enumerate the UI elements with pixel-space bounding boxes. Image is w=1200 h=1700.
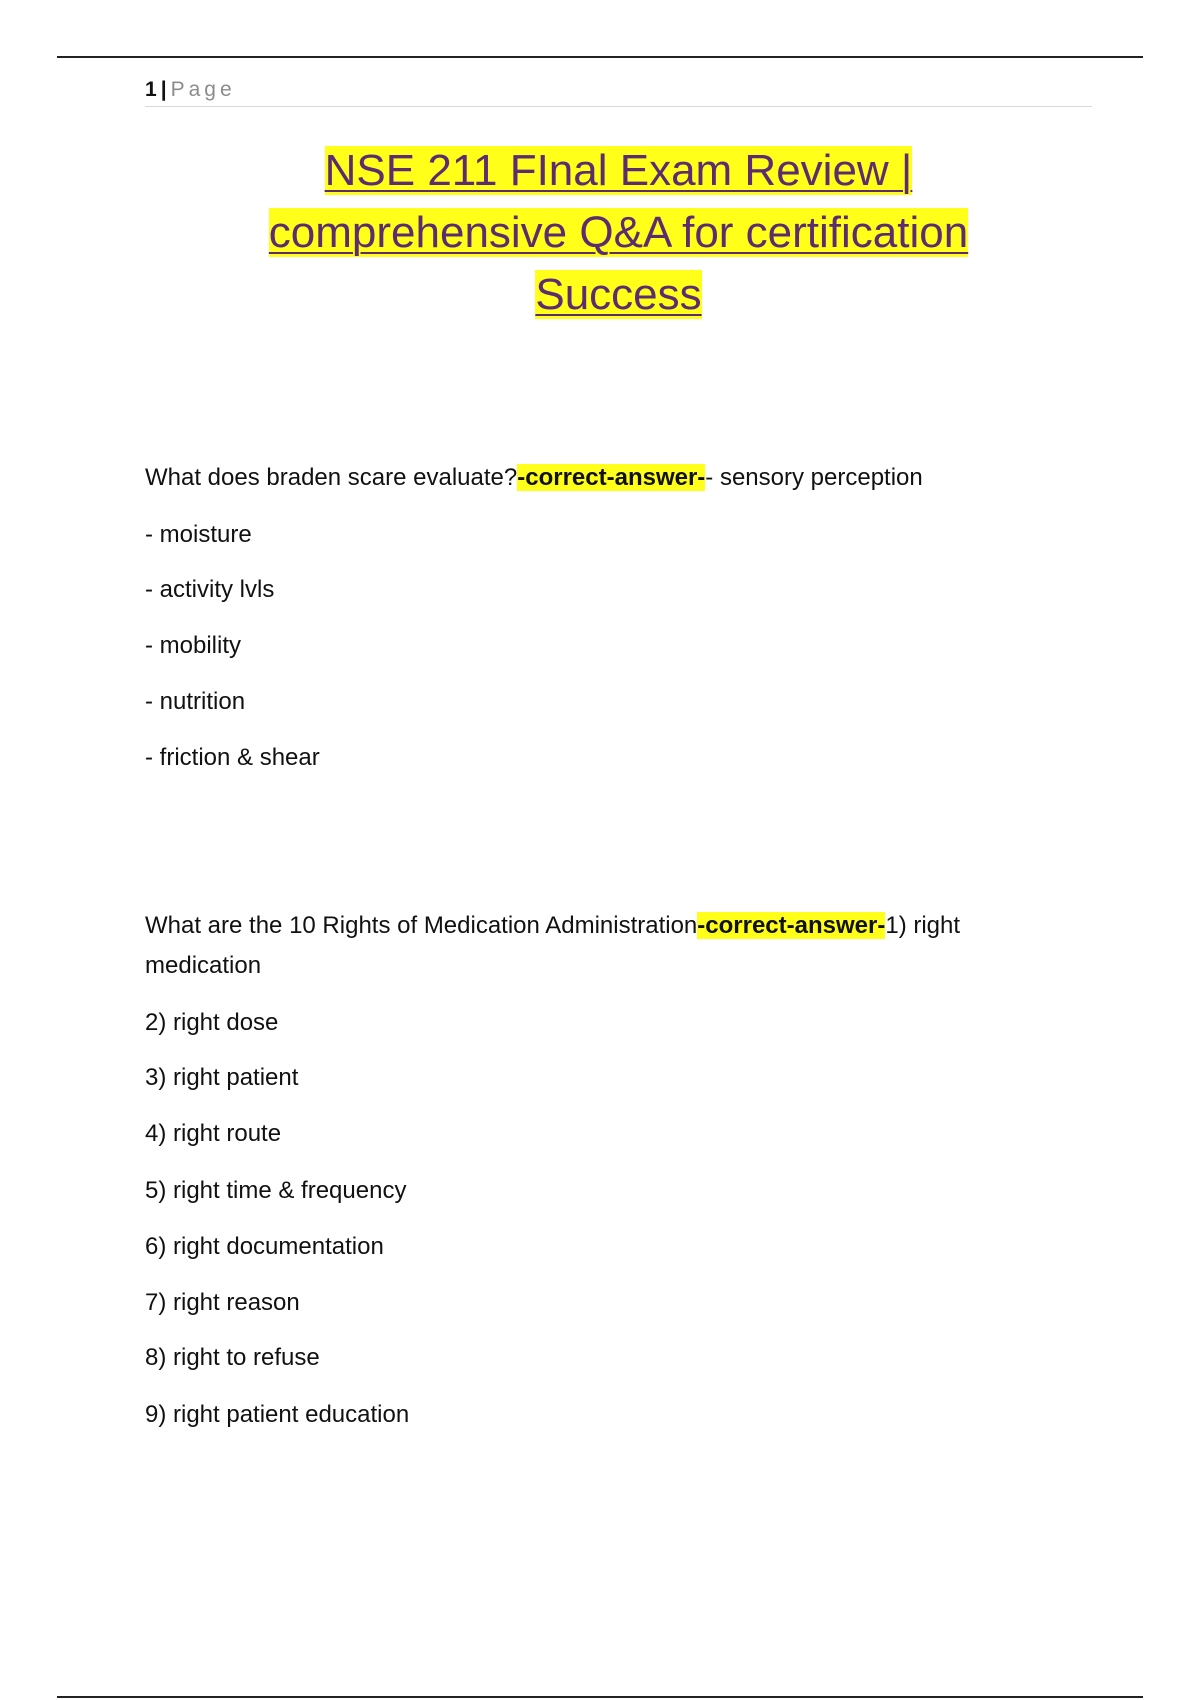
question-2 <box>145 909 960 943</box>
q2-item: 5) right time & frequency <box>145 1177 407 1204</box>
q2-item: 3) right patient <box>145 1064 299 1091</box>
q2-item: 7) right reason <box>145 1289 300 1316</box>
question-1-answer-tag: -correct-answer- <box>517 464 706 491</box>
q1-item: - mobility <box>145 632 242 659</box>
title-line-3: Success <box>535 270 702 319</box>
title-line-2: comprehensive Q&A for certification <box>268 208 969 257</box>
question-2-answer-wrap: medication <box>145 952 262 979</box>
bottom-rule <box>57 1696 1143 1698</box>
question-1-text: What does braden scare evaluate? <box>145 464 518 491</box>
q1-item: - nutrition <box>145 688 246 715</box>
q2-item: 6) right documentation <box>145 1233 384 1260</box>
question-1 <box>145 461 923 495</box>
document-title <box>145 140 1092 326</box>
q1-item: - activity lvls <box>145 576 275 603</box>
page-separator: | <box>160 78 167 101</box>
question-2-answer-tag: -correct-answer- <box>697 912 886 939</box>
q1-item: - friction & shear <box>145 744 320 771</box>
page-header <box>145 76 1092 107</box>
page-label: Page <box>170 78 236 101</box>
q2-item: 2) right dose <box>145 1009 279 1036</box>
page-number: 1 <box>145 78 157 101</box>
question-1-answer-start: - sensory perception <box>705 464 923 491</box>
question-2-answer-start: 1) right <box>885 912 961 939</box>
q2-item: 8) right to refuse <box>145 1344 320 1371</box>
title-line-1: NSE 211 FInal Exam Review | <box>324 146 913 195</box>
top-rule <box>57 56 1143 58</box>
q2-item: 4) right route <box>145 1120 282 1147</box>
q2-item: 9) right patient education <box>145 1401 410 1428</box>
question-2-text: What are the 10 Rights of Medication Administration <box>145 912 698 939</box>
q1-item: - moisture <box>145 521 252 548</box>
